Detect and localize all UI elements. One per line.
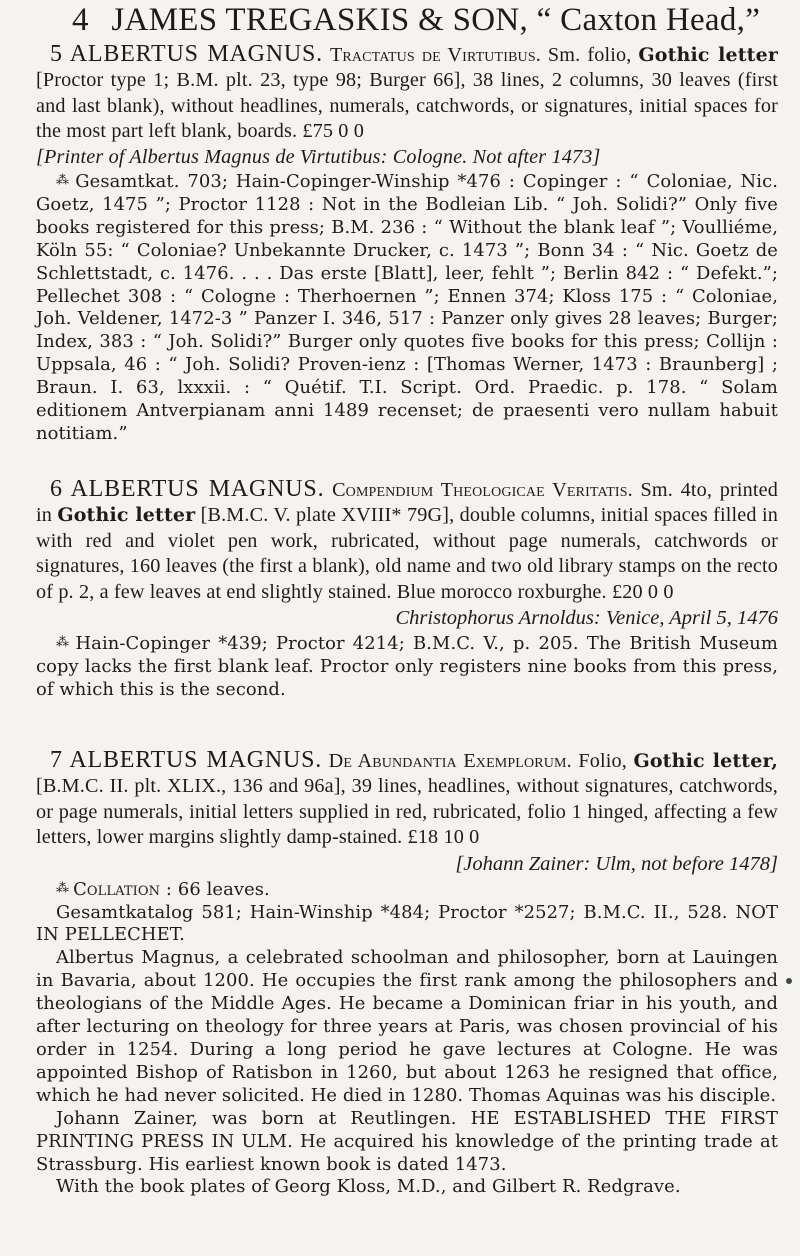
header-title: JAMES TREGASKIS & SON, “ Caxton Head,” [111, 2, 761, 38]
collation-value: 66 leaves. [172, 878, 270, 900]
entry-author: ALBERTUS MAGNUS. [69, 747, 323, 773]
entry-desc: [B.M.C. II. plt. XLIX., 136 and 96a], 39 lines, headlines, without signatures, catchwords, or page numerals, initial letters supplied in red, rubricated, folio 1 hinged, affecting a few letters, lower margins slightly damp-stained. [36, 775, 778, 849]
entry-price: £75 0 0 [302, 120, 364, 143]
asterism-icon: ⁂ [56, 173, 72, 189]
entry-work: Compendium Theologicae Veritatis. [332, 479, 633, 501]
running-header [72, 2, 760, 39]
entry-format: Sm. folio, [540, 44, 632, 66]
entry-printer: [Printer of Albertus Magnus de Virtutibus: Cologne. Not after 1473] [36, 145, 601, 168]
entry-collation [36, 878, 778, 902]
entry-work: De Abundantia Exemplorum. [328, 750, 572, 772]
margin-mark [786, 978, 792, 984]
catalogue-entry-5 [36, 42, 778, 446]
entry-note-text: Gesamtkat. 703; Hain-Copinger-Winship *476 : Copinger : “ Coloniae, Nic. Goetz, 1475 ”; Proctor 1128 : Not in the Bodleian Lib. “ Joh. Solidi?” Only five books registered for this press; B.M. 236 : “ Without the blank leaf ”; Voulliéme, Köln 55: “ Coloniae? Unbekannte Drucker, c. 1473 ”; Bonn 34 : “ Nic. Goetz de Schlettstadt, c. 1476. . . . Das erste [Blatt], leer, fehlt ”; Berlin 842 : “ Defekt.”; Pellechet 308 : “ Cologne : Therhoernen ”; Ennen 374; Kloss 175 : “ Coloniae, Joh. Veldener, 1472-3 ” Panzer I. 346, 517 : Panzer only gives 28 leaves; Burger; Index, 383 : “ Joh. Solidi?” Burger only quotes five books for this press; Collijn : Uppsala, 46 : “ Joh. Solidi? Proven-ienz : [Thomas Werner, 1473 : Braunberg] ; Braun. I. 63, lxxxii. : “ Quétif. T.I. Script. Ord. Praedic. p. 178. “ Solam editionem Antverpianam anni 1489 recenset; de praesenti vero nullam habuit notitiam.” [36, 171, 778, 444]
entry-price: £20 0 0 [611, 580, 674, 603]
entry-description [36, 477, 778, 605]
entry-work: Tractatus de Virtutibus. [329, 44, 541, 66]
entry-note: Albertus Magnus, a celebrated schoolman and philosopher, born at Lauingen in Bavaria, about 1200. He occupies the first rank among the philosophers and theologians of the Middle Ages. He became a Dominican friar in his youth, and after lecturing on theology for three years at Paris, was chosen provincial of his order in 1254. During a long period he gave lectures at Cologne. He was appointed Bishop of Ratisbon in 1260, but about 1263 he resigned that office, which he had never solicited. He died in 1280. Thomas Aquinas was his disciple. [36, 947, 778, 1106]
entry-number: 7 [50, 747, 63, 773]
entry-format: Folio, [571, 750, 627, 772]
entry-number: 5 [50, 41, 63, 67]
entry-number: 6 [50, 476, 63, 502]
entry-format: Sm. 4to, printed in [36, 479, 778, 527]
entry-note: Gesamtkatalog 581; Hain-Winship *484; Proctor *2527; B.M.C. II., 528. NOT IN PELLECHET. [36, 901, 778, 946]
entry-printer: [Johann Zainer: Ulm, not before 1478] [455, 852, 778, 875]
entry-letter-type: Gothic letter [638, 44, 778, 66]
page-number: 4 [72, 2, 89, 38]
entry-notes [36, 170, 778, 446]
asterism-icon: ⁂ [56, 880, 70, 896]
catalogue-entry-6 [36, 477, 778, 702]
entry-letter-type: Gothic letter, [633, 750, 779, 772]
entry-author: ALBERTUS MAGNUS. [70, 476, 325, 502]
entry-note: Johann Zainer, was born at Reutlingen. HE ESTABLISHED THE FIRST PRINTING PRESS IN ULM. He acquired his knowledge of the printing trade at Strassburg. His earliest known book is dated 1473. [36, 1107, 778, 1175]
catalogue-entry-7 [36, 748, 778, 1199]
entry-price: £18 10 0 [407, 826, 480, 849]
collation-label: Collation : [73, 878, 173, 900]
entry-note: With the book plates of Georg Kloss, M.D., and Gilbert R. Redgrave. [56, 1176, 681, 1198]
asterism-icon: ⁂ [56, 635, 72, 651]
entry-note-text: Hain-Copinger *439; Proctor 4214; B.M.C. V., p. 205. The British Museum copy lacks the first blank leaf. Proctor only registers nine books from this press, of which this is the second. [36, 633, 778, 700]
entry-notes [36, 632, 778, 702]
entry-description [36, 42, 778, 145]
entry-author: ALBERTUS MAGNUS. [69, 41, 323, 67]
entry-printer: Christophorus Arnoldus: Venice, April 5, 1476 [395, 607, 778, 630]
entry-letter-type: Gothic letter [57, 504, 196, 527]
entry-description [36, 748, 778, 851]
entry-desc: [Proctor type 1; B.M. plt. 23, type 98; Burger 66], 38 lines, 2 columns, 30 leaves (first and last blank), without headlines, numerals, catchwords, or signatures, initial spaces for the most part left blank, boards. [36, 69, 778, 143]
entry-desc: [B.M.C. V. plate XVIII* 79G], double columns, initial spaces filled in with red and violet pen work, rubricated, without page numerals, catchwords or signatures, 160 leaves (the first a blank), old name and two old library stamps on the recto of p. 2, a few leaves at end slightly stained. Blue morocco roxburghe. [36, 504, 778, 603]
